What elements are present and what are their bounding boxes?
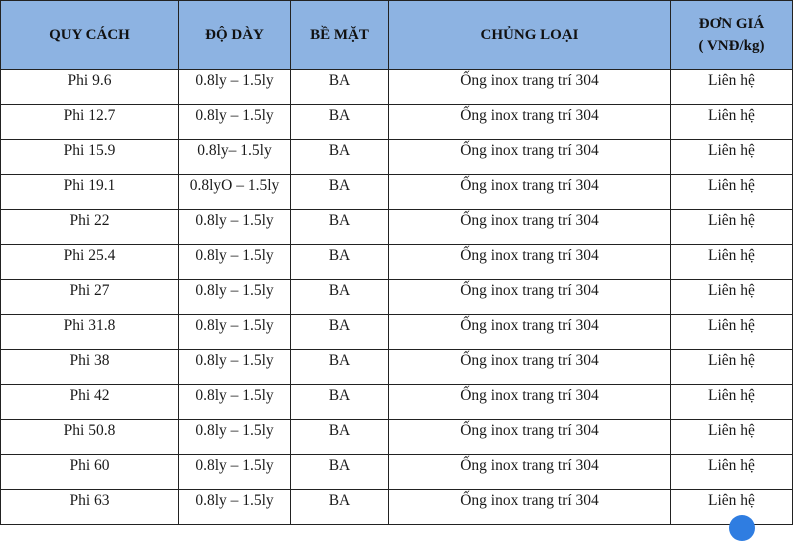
cell-don-gia: Liên hệ [671,280,793,315]
table-row [1,70,793,105]
header-chung-loai-label: CHỦNG LOẠI [480,27,579,43]
header-chung-loai [389,1,671,70]
cell-do-day: 0.8ly – 1.5ly [179,280,291,315]
cell-chung-loai: Ống inox trang trí 304 [389,385,671,420]
cell-chung-loai: Ống inox trang trí 304 [389,350,671,385]
cell-quy-cach: Phi 27 [1,280,179,315]
header-row [1,1,793,70]
cell-do-day: 0.8ly – 1.5ly [179,210,291,245]
cell-do-day: 0.8ly– 1.5ly [179,140,291,175]
cell-be-mat: BA [291,70,389,105]
cell-be-mat: BA [291,455,389,490]
table-row [1,210,793,245]
cell-chung-loai: Ống inox trang trí 304 [389,420,671,455]
floating-circle-icon[interactable] [729,515,755,541]
cell-quy-cach: Phi 15.9 [1,140,179,175]
cell-quy-cach: Phi 31.8 [1,315,179,350]
cell-quy-cach: Phi 38 [1,350,179,385]
cell-do-day: 0.8ly – 1.5ly [179,350,291,385]
cell-chung-loai: Ống inox trang trí 304 [389,105,671,140]
table-row [1,315,793,350]
cell-be-mat: BA [291,385,389,420]
cell-don-gia: Liên hệ [671,455,793,490]
cell-don-gia: Liên hệ [671,175,793,210]
cell-be-mat: BA [291,140,389,175]
cell-chung-loai: Ống inox trang trí 304 [389,70,671,105]
cell-do-day: 0.8ly – 1.5ly [179,70,291,105]
table-row [1,105,793,140]
table-row [1,385,793,420]
cell-don-gia: Liên hệ [671,490,793,525]
cell-quy-cach: Phi 12.7 [1,105,179,140]
header-don-gia-unit: ( VNĐ/kg) [698,38,765,54]
header-don-gia [671,1,793,70]
cell-don-gia: Liên hệ [671,70,793,105]
cell-do-day: 0.8ly – 1.5ly [179,315,291,350]
cell-quy-cach: Phi 9.6 [1,70,179,105]
cell-quy-cach: Phi 50.8 [1,420,179,455]
cell-quy-cach: Phi 42 [1,385,179,420]
cell-chung-loai: Ống inox trang trí 304 [389,140,671,175]
cell-don-gia: Liên hệ [671,420,793,455]
cell-be-mat: BA [291,210,389,245]
table-row [1,420,793,455]
cell-don-gia: Liên hệ [671,105,793,140]
header-be-mat-label: BỀ MẶT [310,27,369,43]
cell-quy-cach: Phi 22 [1,210,179,245]
cell-be-mat: BA [291,315,389,350]
cell-quy-cach: Phi 63 [1,490,179,525]
header-don-gia-label: ĐƠN GIÁ [698,16,765,32]
cell-do-day: 0.8ly – 1.5ly [179,385,291,420]
cell-do-day: 0.8ly – 1.5ly [179,420,291,455]
cell-don-gia: Liên hệ [671,140,793,175]
cell-chung-loai: Ống inox trang trí 304 [389,280,671,315]
header-be-mat [291,1,389,70]
cell-be-mat: BA [291,490,389,525]
cell-chung-loai: Ống inox trang trí 304 [389,175,671,210]
header-quy-cach-label: QUY CÁCH [49,27,130,43]
cell-be-mat: BA [291,245,389,280]
table-row [1,245,793,280]
cell-chung-loai: Ống inox trang trí 304 [389,210,671,245]
cell-do-day: 0.8ly – 1.5ly [179,455,291,490]
cell-don-gia: Liên hệ [671,245,793,280]
cell-quy-cach: Phi 60 [1,455,179,490]
cell-do-day: 0.8lyO – 1.5ly [179,175,291,210]
cell-be-mat: BA [291,350,389,385]
header-quy-cach [1,1,179,70]
cell-chung-loai: Ống inox trang trí 304 [389,315,671,350]
cell-quy-cach: Phi 19.1 [1,175,179,210]
table-row [1,490,793,525]
cell-do-day: 0.8ly – 1.5ly [179,245,291,280]
cell-be-mat: BA [291,105,389,140]
header-do-day-label: ĐỘ DÀY [205,27,264,43]
cell-be-mat: BA [291,280,389,315]
cell-be-mat: BA [291,175,389,210]
cell-do-day: 0.8ly – 1.5ly [179,105,291,140]
cell-do-day: 0.8ly – 1.5ly [179,490,291,525]
table-row [1,455,793,490]
cell-chung-loai: Ống inox trang trí 304 [389,490,671,525]
table-row [1,350,793,385]
cell-don-gia: Liên hệ [671,315,793,350]
table-body [1,70,793,525]
cell-chung-loai: Ống inox trang trí 304 [389,245,671,280]
table-row [1,140,793,175]
cell-don-gia: Liên hệ [671,210,793,245]
cell-don-gia: Liên hệ [671,385,793,420]
header-do-day [179,1,291,70]
table-header [1,1,793,70]
cell-quy-cach: Phi 25.4 [1,245,179,280]
table-row [1,280,793,315]
table-row [1,175,793,210]
cell-don-gia: Liên hệ [671,350,793,385]
cell-chung-loai: Ống inox trang trí 304 [389,455,671,490]
cell-be-mat: BA [291,420,389,455]
